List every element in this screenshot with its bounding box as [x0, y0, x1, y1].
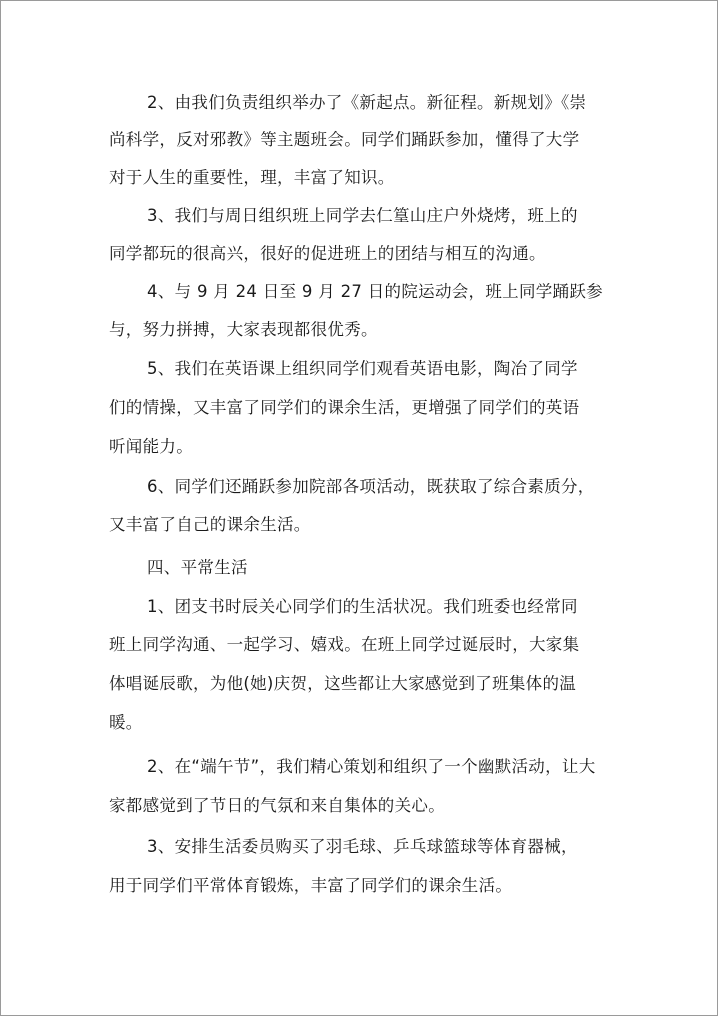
text-line: 体唱诞辰歌，为他(她)庆贺，这些都让大家感觉到了班集体的温 — [109, 674, 577, 693]
text-line: 同学都玩的很高兴，很好的促进班上的团结与相互的沟通。 — [109, 244, 546, 263]
text-line: 又丰富了自己的课余生活。 — [109, 515, 311, 534]
text-line: 4、与 9 月 24 日至 9 月 27 日的院运动会，班上同学踊跃参 — [147, 282, 603, 301]
text-line: 暖。 — [109, 713, 143, 732]
text-line: 班上同学沟通、一起学习、嬉戏。在班上同学过诞辰时，大家集 — [109, 635, 580, 654]
text-line: 2、在“端午节”，我们精心策划和组织了一个幽默活动，让大 — [147, 757, 596, 776]
text-line: 听闻能力。 — [109, 437, 193, 456]
text-line: 3、安排生活委员购买了羽毛球、乒乓球篮球等体育器械， — [147, 837, 578, 856]
text-line: 对于人生的重要性，理，丰富了知识。 — [109, 168, 395, 187]
text-line: 尚科学，反对邪教》等主题班会。同学们踊跃参加，懂得了大学 — [109, 130, 580, 149]
text-line: 用于同学们平常体育锻炼，丰富了同学们的课余生活。 — [109, 876, 513, 895]
section-heading: 四、平常生活 — [147, 558, 248, 577]
text-line: 6、同学们还踊跃参加院部各项活动，既获取了综合素质分， — [147, 477, 595, 496]
text-line: 们的情操，又丰富了同学们的课余生活，更增强了同学们的英语 — [109, 398, 580, 417]
text-line: 与，努力拼搏，大家表现都很优秀。 — [109, 320, 378, 339]
text-line: 5、我们在英语课上组织同学们观看英语电影，陶冶了同学 — [147, 359, 578, 378]
text-line: 3、我们与周日组织班上同学去仁篁山庄户外烧烤，班上的 — [147, 206, 578, 225]
text-line: 家都感觉到了节日的气氛和来自集体的关心。 — [109, 796, 445, 815]
text-line: 2、由我们负责组织举办了《新起点。新征程。新规划》《崇 — [147, 93, 587, 112]
text-line: 1、团支书时辰关心同学们的生活状况。我们班委也经常同 — [147, 597, 578, 616]
